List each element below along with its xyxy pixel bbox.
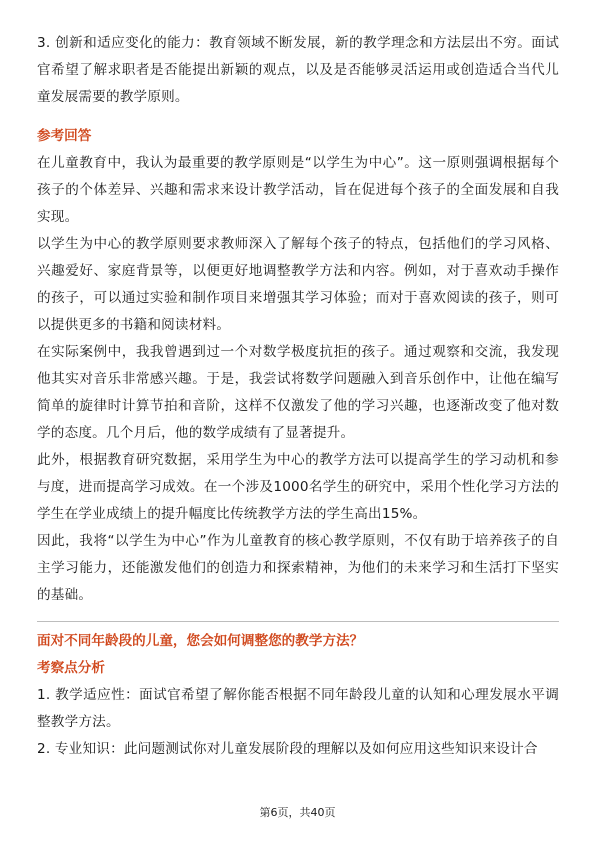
intro-point-3: 3. 创新和适应变化的能力：教育领域不断发展，新的教学理念和方法层出不穷。面试官希望了解求职者是否能提出新颖的观点，以及是否能够灵活运用或创造适合当代儿童发展需要的教学原则。 xyxy=(37,35,559,105)
answer-paragraph: 在实际案例中，我我曾遇到过一个对数学极度抗拒的孩子。通过观察和交流，我发现他其实对音乐非常感兴趣。于是，我尝试将数学问题融入到音乐创作中，让他在编写简单的旋律时计算节拍和音阶，这样不仅激发了他的学习兴趣，也逐渐改变了他对数学的态度。几个月后，他的数学成绩有了显著提升。 xyxy=(37,344,559,441)
analysis-point: 2. 专业知识：此问题测试你对儿童发展阶段的理解以及如何应用这些知识来设计合 xyxy=(37,741,538,757)
answer-paragraph: 因此，我将“以学生为中心”作为儿童教育的核心教学原则，不仅有助于培养孩子的自主学习能力，还能激发他们的创造力和探索精神，为他们的未来学习和生活打下坚实的基础。 xyxy=(37,533,559,603)
interview-question: 面对不同年龄段的儿童，您会如何调整您的教学方法？ xyxy=(37,633,364,649)
answer-paragraph: 此外，根据教育研究数据，采用学生为中心的教学方法可以提高学生的学习动机和参与度，进而提高学习成效。在一个涉及1000名学生的研究中，采用个性化学习方法的学生在学业成绩上的提升幅度比传统教学方法的学生高出15%。 xyxy=(37,452,559,522)
answer-paragraph: 在儿童教育中，我认为最重要的教学原则是“以学生为中心”。这一原则强调根据每个孩子的个体差异、兴趣和需求来设计教学活动，旨在促进每个孩子的全面发展和自我实现。 xyxy=(37,155,559,225)
section-divider xyxy=(37,621,559,622)
page-footer: 第6页，共40页 xyxy=(259,806,336,819)
analysis-point: 1. 教学适应性：面试官希望了解你能否根据不同年龄段儿童的认知和心理发展水平调整教学方法。 xyxy=(37,687,559,730)
analysis-heading: 考察点分析 xyxy=(37,660,105,676)
answer-paragraph: 以学生为中心的教学原则要求教师深入了解每个孩子的特点，包括他们的学习风格、兴趣爱好、家庭背景等，以便更好地调整教学方法和内容。例如，对于喜欢动手操作的孩子，可以通过实验和制作项目来增强其学习体验；而对于喜欢阅读的孩子，则可以提供更多的书籍和阅读材料。 xyxy=(37,236,559,333)
page-content xyxy=(37,30,559,763)
answer-heading: 参考回答 xyxy=(37,128,92,144)
